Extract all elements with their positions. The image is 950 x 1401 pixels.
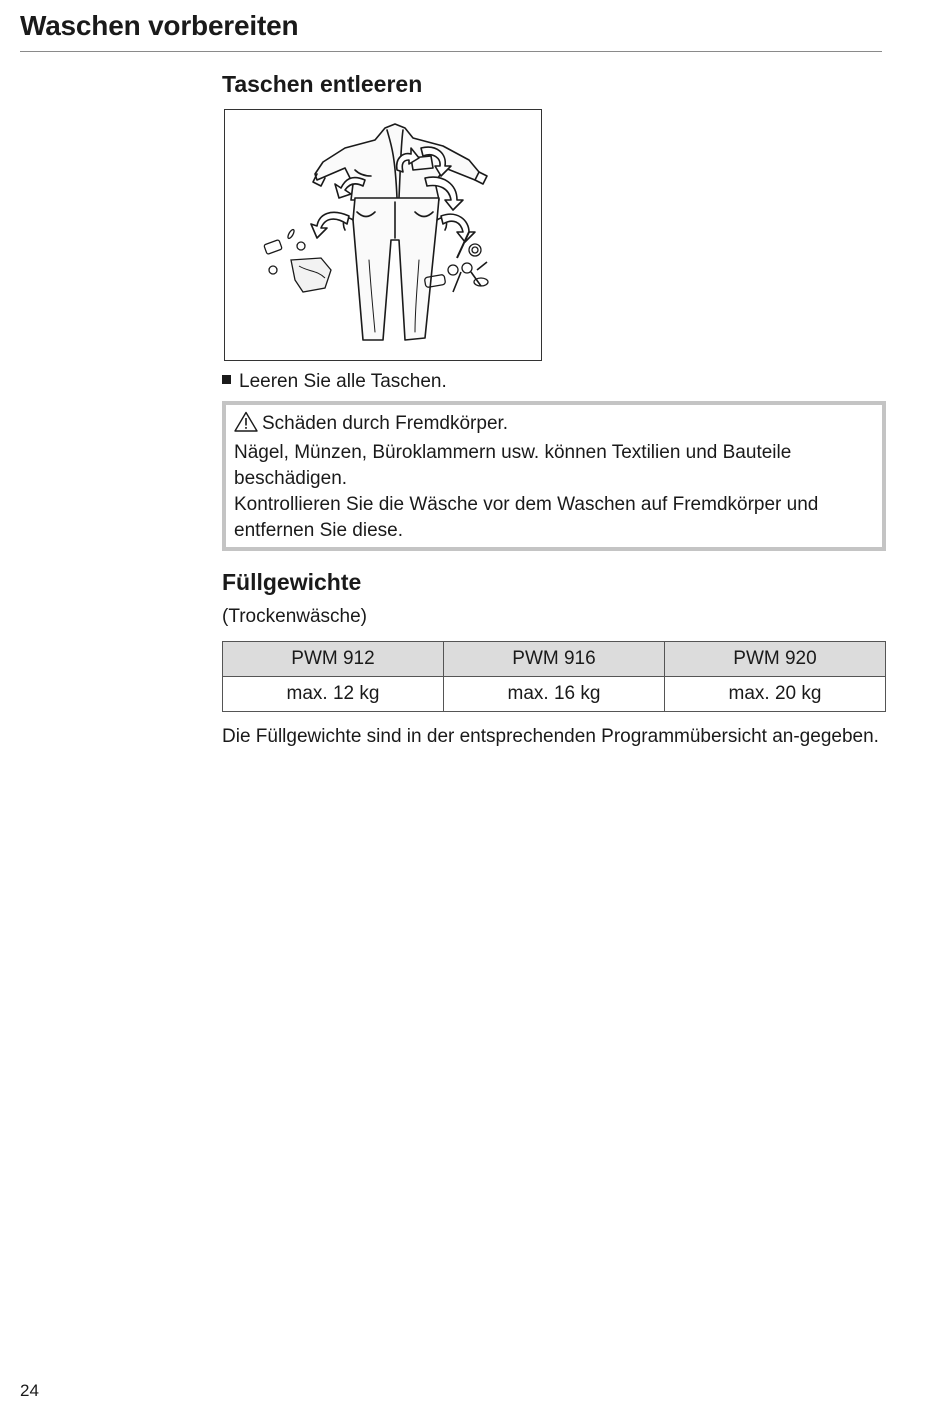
table-row	[223, 677, 886, 712]
table-header-cell: PWM 912	[223, 642, 444, 677]
warning-content	[226, 405, 882, 544]
dry-laundry-note: (Trockenwäsche)	[222, 606, 368, 627]
table-header-cell: PWM 916	[444, 642, 665, 677]
section-heading-pockets: Taschen entleeren	[222, 71, 423, 97]
page-title: Waschen vorbereiten	[20, 10, 299, 41]
square-bullet-icon	[222, 375, 231, 384]
warning-triangle-icon	[234, 411, 258, 440]
warning-title: Schäden durch Fremdkörper.	[262, 413, 509, 434]
title-divider	[20, 51, 882, 52]
page-number: 24	[20, 1381, 39, 1400]
load-weight-note: Die Füllgewichte sind in der entsprechenden Programmübersicht an-gegeben.	[222, 726, 879, 747]
table-cell: max. 20 kg	[665, 677, 886, 712]
table-cell: max. 12 kg	[223, 677, 444, 712]
table-header-row	[223, 642, 886, 677]
load-weight-table	[222, 641, 886, 712]
table-header-cell: PWM 920	[665, 642, 886, 677]
section-heading-loads: Füllgewichte	[222, 569, 362, 595]
warning-text-1: Nägel, Münzen, Büroklammern usw. können Textilien und Bauteile beschädigen.	[234, 442, 792, 489]
warning-title-line	[234, 411, 872, 440]
instruction-bullet	[222, 371, 447, 393]
empty-pockets-illustration	[224, 109, 542, 361]
table-cell: max. 16 kg	[444, 677, 665, 712]
clothing-pockets-drawing	[225, 110, 541, 360]
warning-text-2: Kontrollieren Sie die Wäsche vor dem Waschen auf Fremdkörper und entfernen Sie diese.	[234, 494, 819, 541]
instruction-text: Leeren Sie alle Taschen.	[239, 371, 447, 392]
warning-box	[222, 401, 886, 551]
